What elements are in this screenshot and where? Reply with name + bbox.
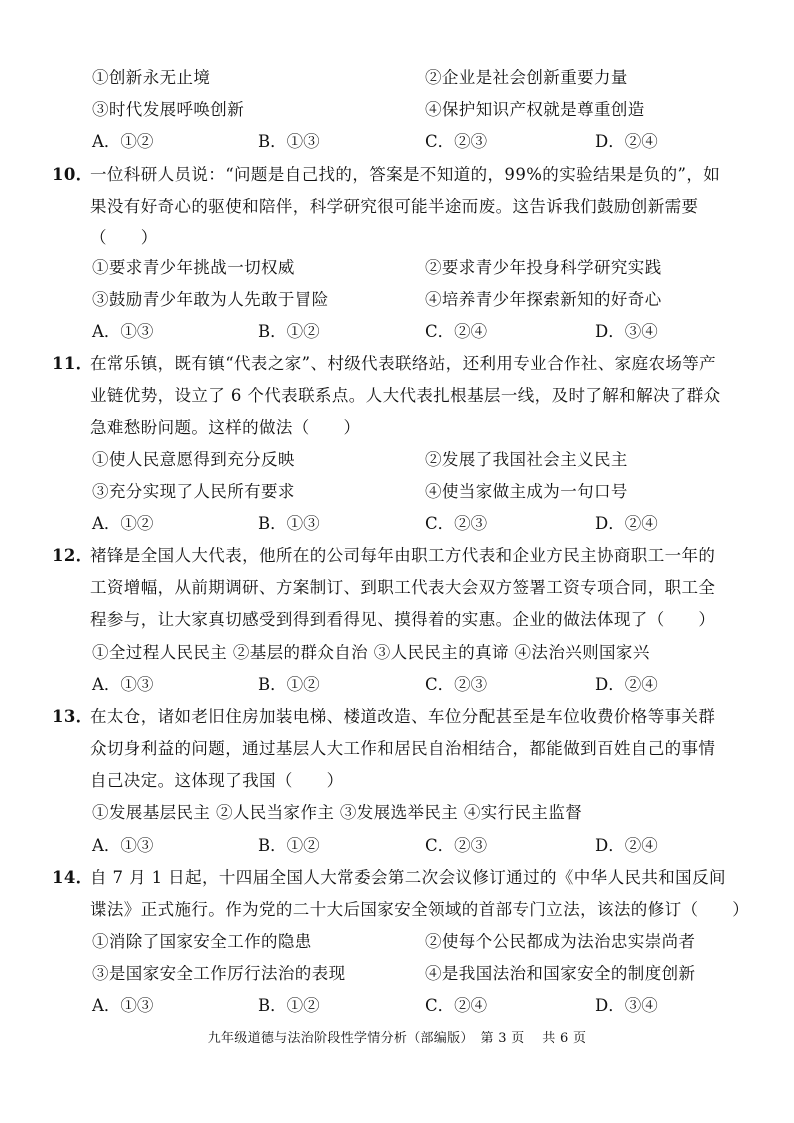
- q12-option-a: A．①③: [92, 675, 154, 694]
- q14-stem-line-1: 自 7 月 1 日起，十四届全国人大常委会第二次会议修订通过的《中华人民共和国反间: [90, 868, 726, 887]
- q10-statement-2: ②要求青少年投身科学研究实践: [425, 258, 662, 277]
- q9-statement-4: ④保护知识产权就是尊重创造: [425, 100, 645, 119]
- q10-option-c: C．②④: [425, 322, 488, 341]
- q12-option-d: D．②④: [595, 675, 658, 694]
- q12-statements: ①全过程人民民主 ②基层的群众自治 ③人民民主的真谛 ④法治兴则国家兴: [92, 643, 650, 662]
- q9-option-d: D．②④: [595, 132, 658, 151]
- q13-number: 13．: [52, 707, 93, 726]
- q12-option-c: C．②③: [425, 675, 488, 694]
- q14-statement-2: ②使每个公民都成为法治忠实崇尚者: [425, 932, 696, 951]
- q11-option-c: C．②③: [425, 514, 488, 533]
- q13-stem-line-2: 众切身利益的问题，通过基层人大工作和居民自治相结合，都能做到百姓自己的事情: [90, 739, 716, 758]
- q10-answer-blank: （ ）: [90, 228, 158, 247]
- q11-statement-3: ③充分实现了人民所有要求: [92, 482, 295, 501]
- q11-number: 11．: [52, 354, 93, 373]
- q10-statement-4: ④培养青少年探索新知的好奇心: [425, 290, 662, 309]
- q13-option-d: D．②④: [595, 836, 658, 855]
- q10-option-b: B．①②: [258, 322, 320, 341]
- q11-option-b: B．①③: [258, 514, 320, 533]
- q11-stem-line-2: 业链优势，设立了 6 个代表联系点。人大代表扎根基层一线，及时了解和解决了群众: [90, 386, 721, 405]
- q14-stem-line-2: 谍法》正式施行。作为党的二十大后国家安全领域的首部专门立法，该法的修订（ ）: [90, 900, 750, 919]
- q10-stem-line-2: 果没有好奇心的驱使和陪伴，科学研究很可能半途而废。这告诉我们鼓励创新需要: [90, 197, 699, 216]
- q9-statement-1: ①创新永无止境: [92, 68, 211, 87]
- q11-option-d: D．②④: [595, 514, 658, 533]
- q13-stem-line-3: 自己决定。这体现了我国（ ）: [90, 771, 344, 790]
- q14-option-c: C．②④: [425, 996, 488, 1015]
- q13-option-a: A．①③: [92, 836, 154, 855]
- q14-number: 14．: [52, 868, 93, 887]
- q14-option-b: B．①②: [258, 996, 320, 1015]
- q14-statement-1: ①消除了国家安全工作的隐患: [92, 932, 312, 951]
- q14-statement-4: ④是我国法治和国家安全的制度创新: [425, 964, 696, 983]
- q12-stem-line-3: 程参与，让大家真切感受到得到看得见、摸得着的实惠。企业的做法体现了（ ）: [90, 610, 716, 629]
- q11-statement-4: ④使当家做主成为一句口号: [425, 482, 628, 501]
- q10-option-d: D．③④: [595, 322, 658, 341]
- q10-statement-1: ①要求青少年挑战一切权威: [92, 258, 295, 277]
- q9-option-c: C．②③: [425, 132, 488, 151]
- q12-number: 12．: [52, 546, 93, 565]
- q12-stem-line-2: 工资增幅，从前期调研、方案制订、到职工代表大会双方签署工资专项合同，职工全: [90, 578, 716, 597]
- q9-option-a: A．①②: [92, 132, 154, 151]
- q14-statement-3: ③是国家安全工作厉行法治的表现: [92, 964, 346, 983]
- q9-statement-2: ②企业是社会创新重要力量: [425, 68, 628, 87]
- q10-number: 10．: [52, 165, 93, 184]
- q12-option-b: B．①②: [258, 675, 320, 694]
- q14-option-a: A．①③: [92, 996, 154, 1015]
- q11-stem-line-1: 在常乐镇，既有镇“代表之家”、村级代表联络站，还利用专业合作社、家庭农场等产: [90, 354, 717, 373]
- q11-stem-line-3: 急难愁盼问题。这样的做法（ ）: [90, 418, 361, 437]
- q13-option-b: B．①②: [258, 836, 320, 855]
- q9-statement-3: ③时代发展呼唤创新: [92, 100, 245, 119]
- q11-statement-2: ②发展了我国社会主义民主: [425, 450, 628, 469]
- page-footer: 九年级道德与法治阶段性学情分析（部编版） 第 3 页 共 6 页: [207, 1031, 587, 1046]
- q11-option-a: A．①②: [92, 514, 154, 533]
- q11-statement-1: ①使人民意愿得到充分反映: [92, 450, 295, 469]
- q10-statement-3: ③鼓励青少年敢为人先敢于冒险: [92, 290, 329, 309]
- q13-statements: ①发展基层民主 ②人民当家作主 ③发展选举民主 ④实行民主监督: [92, 803, 583, 822]
- q14-option-d: D．③④: [595, 996, 658, 1015]
- q12-stem-line-1: 褚锋是全国人大代表，他所在的公司每年由职工方代表和企业方民主协商职工一年的: [90, 546, 716, 565]
- q13-stem-line-1: 在太仓，诸如老旧住房加装电梯、楼道改造、车位分配甚至是车位收费价格等事关群: [90, 707, 716, 726]
- q13-option-c: C．②③: [425, 836, 488, 855]
- q10-stem-line-1: 一位科研人员说：“问题是自己找的，答案是不知道的，99%的实验结果是负的”，如: [90, 165, 721, 184]
- q9-option-b: B．①③: [258, 132, 320, 151]
- q10-option-a: A．①③: [92, 322, 154, 341]
